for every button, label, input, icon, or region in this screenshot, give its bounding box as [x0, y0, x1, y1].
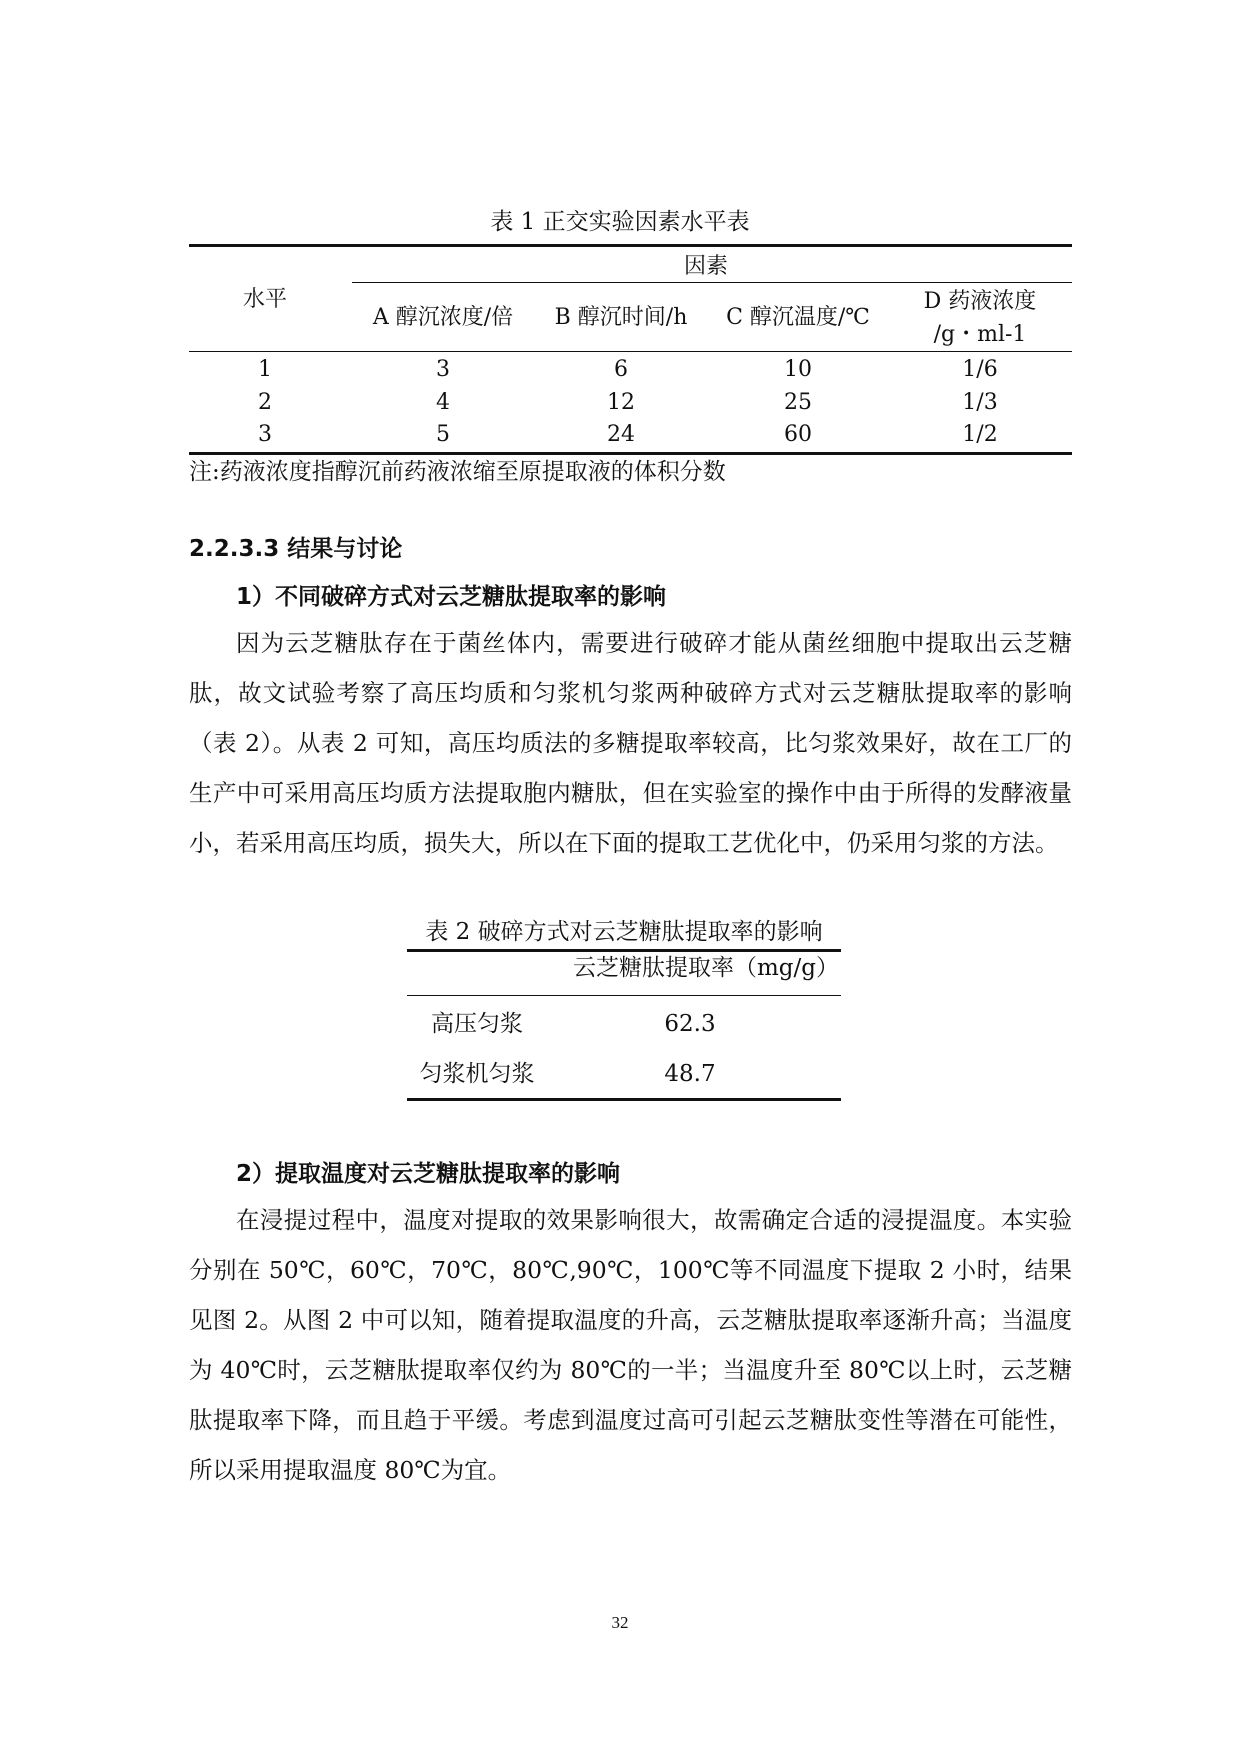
- table1-col-a: A 醇沉浓度/倍: [372, 305, 514, 330]
- table1-cell: 1/3: [962, 390, 998, 415]
- table1-cell: 3: [258, 422, 272, 447]
- table1-col-b: B 醇沉时间/h: [554, 305, 688, 330]
- table2-caption: 表 2 破碎方式对云芝糖肽提取率的影响: [425, 919, 823, 945]
- table1-bottom-rule: [189, 452, 1072, 455]
- table2-top-rule: [407, 949, 841, 952]
- table1-cell: 2: [258, 390, 272, 415]
- table1-cell: 10: [784, 357, 812, 382]
- paragraph-1: 因为云芝糖肽存在于菌丝体内，需要进行破碎才能从菌丝细胞中提取出云芝糖肽，故文试验考察了高压均质和匀浆机匀浆两种破碎方式对云芝糖肽提取率的影响（表 2）。从表 2 可知，高压均质法的多糖提取率较高，比匀浆效果好，故在工厂的生产中可采用高压均质方法提取胞内糖肽，但在实验室的操作中由于所得的发酵液量小，若采用高压均质，损失大，所以在下面的提取工艺优化中，仍采用匀浆的方法。: [189, 629, 1072, 857]
- table1-cell: 24: [607, 422, 635, 447]
- section-heading: 2.2.3.3 结果与讨论: [189, 536, 403, 562]
- table2-row-value: 62.3: [664, 1011, 716, 1037]
- table1-col-d-unit: /g・ml-1: [933, 322, 1027, 347]
- table1-top-rule: [189, 244, 1072, 247]
- table1-cell: 4: [436, 390, 450, 415]
- table2-row-value: 48.7: [664, 1061, 716, 1087]
- table2-header-rule: [407, 995, 841, 996]
- table1-cell: 1: [258, 357, 272, 382]
- table1-header-rule: [189, 351, 1072, 352]
- table2-row-label: 高压匀浆: [431, 1011, 523, 1037]
- table2-row-label: 匀浆机匀浆: [419, 1061, 535, 1087]
- table1-cell: 6: [614, 357, 628, 382]
- table2-bottom-rule: [407, 1098, 841, 1101]
- table1-col-c: C 醇沉温度/℃: [726, 305, 870, 330]
- table2-col-header: 云芝糖肽提取率（mg/g）: [572, 955, 840, 981]
- table1-caption: 表 1 正交实验因素水平表: [490, 209, 750, 235]
- subsection-heading-1: 1）不同破碎方式对云芝糖肽提取率的影响: [236, 584, 667, 610]
- table1-col-d: D 药液浓度: [923, 289, 1037, 314]
- table1-cell: 3: [436, 357, 450, 382]
- table1-cell: 1/6: [962, 357, 998, 382]
- table1-header-level: 水平: [242, 287, 288, 312]
- table1-cell: 5: [436, 422, 450, 447]
- table1-note: 注:药液浓度指醇沉前药液浓缩至原提取液的体积分数: [189, 459, 726, 485]
- page-number: 32: [611, 1613, 629, 1632]
- table1-cell: 12: [607, 390, 635, 415]
- table1-cell: 60: [784, 422, 812, 447]
- subsection-heading-2: 2）提取温度对云芝糖肽提取率的影响: [236, 1161, 621, 1187]
- table1-cell: 1/2: [962, 422, 998, 447]
- table1-factor-rule: [352, 282, 1072, 283]
- table1-cell: 25: [784, 390, 812, 415]
- table1-header-factor: 因素: [683, 254, 729, 279]
- paragraph-2: 在浸提过程中，温度对提取的效果影响很大，故需确定合适的浸提温度。本实验分别在 50℃，60℃，70℃，80℃,90℃，100℃等不同温度下提取 2 小时，结果见图 2。从图 2 中可以知，随着提取温度的升高，云芝糖肽提取率逐渐升高；当温度为 40℃时，云芝糖肽提取率仅约为 80℃的一半；当温度升至 80℃以上时，云芝糖肽提取率下降，而且趋于平缓。考虑到温度过高可引起云芝糖肽变性等潜在可能性，所以采用提取温度 80℃为宜。: [189, 1206, 1072, 1484]
